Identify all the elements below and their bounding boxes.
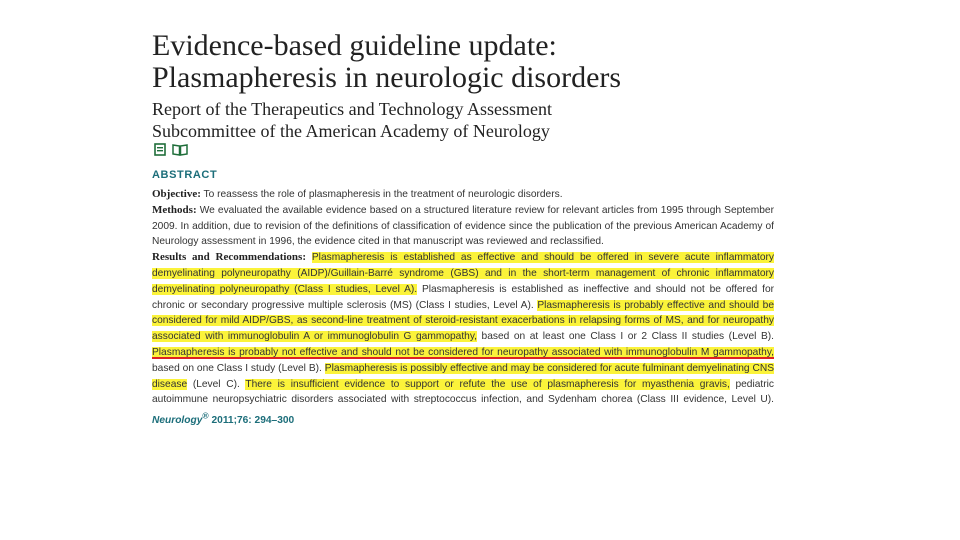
objective-label: Objective: xyxy=(152,188,201,200)
paper-subtitle xyxy=(152,98,792,142)
citation-journal: Neurology xyxy=(152,414,203,426)
results-label: Results and Recommendations: xyxy=(152,251,306,264)
supplement-icon[interactable] xyxy=(154,143,166,156)
results-text-level-u: pediatric autoimmune neuropsychiatric disorders associated with streptococcus infection, and Sydenham chorea (Class III evidence, Level U). xyxy=(152,378,774,406)
paper-title xyxy=(152,30,792,94)
citation-registered: ® xyxy=(202,410,209,421)
citation-reference: 2011;76: 294–300 xyxy=(208,414,295,426)
objective-paragraph xyxy=(152,187,774,203)
abstract-body xyxy=(152,187,774,428)
abstract-heading: ABSTRACT xyxy=(152,169,218,181)
highlight-myasthenia: There is insufficient evidence to support or refute the use of plasmapheresis for myasthenia gravis, xyxy=(245,378,730,390)
highlight-level-a-effective: Plasmapheresis is established as effective and should be offered in severe acute inflammatory demyelinating polyneuropathy (AIDP)/Guillain-Barré syndrome (GBS) and in the short-term management of chronic inflammatory demyelinating polyneuropathy (Class I studies, Level A). xyxy=(152,252,774,295)
subtitle-line-2: Subcommittee of the American Academy of Neurology xyxy=(152,121,550,141)
methods-text: We evaluated the available evidence based on a structured literature review for relevant articles from 1995 through September 2009. In addition, due to revision of the definitions of classification of evidence since the publication of the previous American Academy of Neurology assessment in 1996, the evidence cited in that manuscript was reviewed and reclassified. xyxy=(152,204,774,248)
highlight-level-c-cns: Plasmapheresis is possibly effective and may be considered for acute fulminant demyelinating CNS disease xyxy=(152,362,774,390)
title-line-2: Plasmapheresis in neurologic disorders xyxy=(152,61,622,94)
methods-label: Methods: xyxy=(152,203,197,216)
highlight-igm-gammopathy: Plasmapheresis is probably not effective and should not be considered for neuropathy associated with immunoglobulin M gammopathy, xyxy=(152,346,774,358)
subtitle-line-1: Report of the Therapeutics and Technology Assessment xyxy=(152,99,552,119)
results-text-level-b: based on at least one Class I or 2 Class II studies (Level B). xyxy=(477,331,774,343)
article-icons xyxy=(154,143,188,157)
highlight-level-b-probably-effective: Plasmapheresis is probably effective and should be considered for mild AIDP/GBS, as second-line treatment of steroid-resistant exacerbations in relapsing forms of MS, and for neuropathy associated with immunoglobulin A or immunoglobulin G gammopathy, xyxy=(152,299,774,343)
results-text-level-c: (Level C). xyxy=(187,378,246,390)
objective-text: To reassess the role of plasmapheresis in the treatment of neurologic disorders. xyxy=(200,189,563,200)
citation xyxy=(152,410,295,426)
title-line-1: Evidence-based guideline update: xyxy=(152,29,557,62)
book-icon[interactable] xyxy=(172,143,188,156)
methods-paragraph xyxy=(152,203,774,250)
results-paragraph xyxy=(152,250,774,428)
results-text-ineffective: Plasmapheresis is established as ineffective and should not be offered for chronic or secondary progressive multiple sclerosis (MS) (Class I studies, Level A). xyxy=(152,283,774,311)
results-text-class-i: based on one Class I study (Level B). xyxy=(152,362,325,374)
